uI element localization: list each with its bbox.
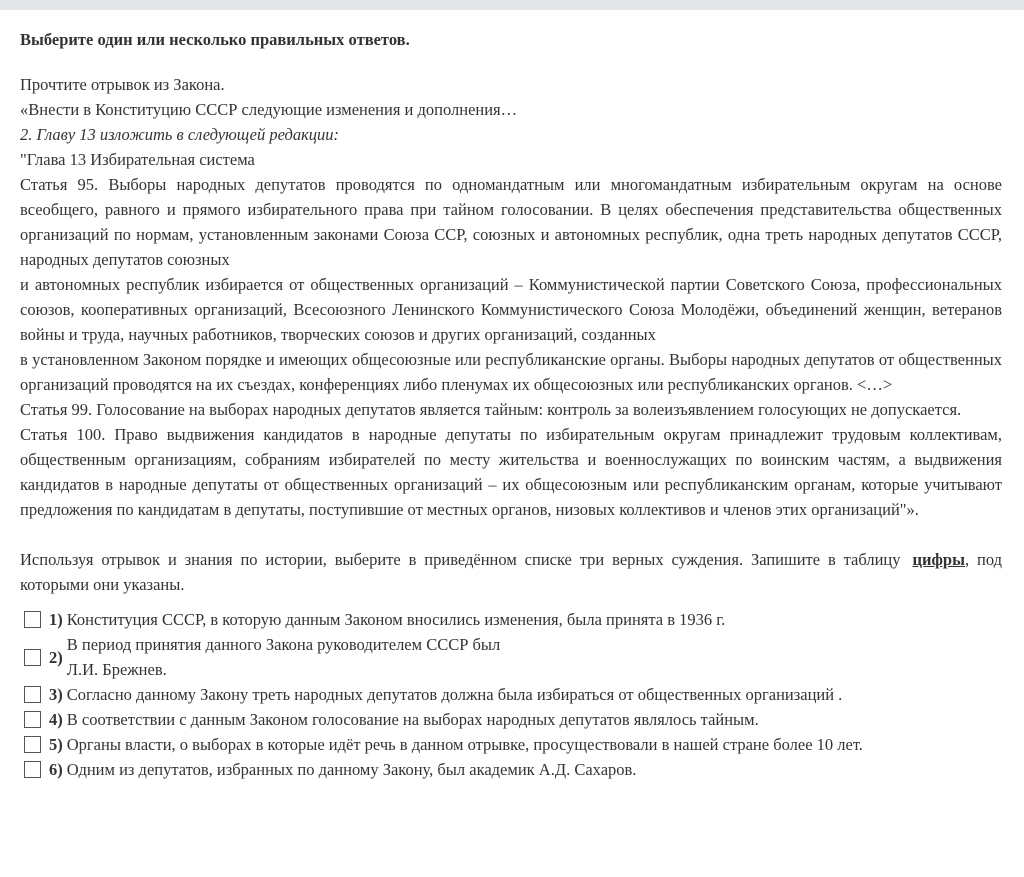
article-95-part3: в установленном Законом порядке и имеющих общесоюзные или республиканские органы. Выборы народных депутатов от общественных организаций проводятся на их съездах, конференциях либо пленумах их общесоюзных или республиканских органов. <…> (20, 350, 1002, 394)
top-bar (0, 0, 1024, 10)
option-text-line2: Л.И. Брежнев. (66, 660, 167, 679)
option-number: 5) (49, 735, 63, 754)
option-text: Конституция СССР, в которую данным Законом вносились изменения, была принята в 1936 г. (66, 610, 726, 629)
option-text-line1: В период принятия данного Закона руководителем СССР был (66, 635, 501, 654)
checkbox[interactable] (24, 686, 41, 703)
passage-chapter: "Глава 13 Избирательная система (20, 150, 255, 169)
checkbox[interactable] (24, 649, 41, 666)
option-number: 1) (49, 610, 63, 629)
option-text (67, 632, 500, 682)
option-5[interactable] (20, 732, 1002, 757)
option-4[interactable] (20, 707, 1002, 732)
passage-italic-line: 2. Главу 13 изложить в следующей редакции: (20, 125, 340, 144)
checkbox[interactable] (24, 761, 41, 778)
article-99: Статья 99. Голосование на выборах народных депутатов является тайным: контроль за волеизъявлением голосующих не допускается. (20, 400, 962, 419)
article-95-part2: и автономных республик избирается от общественных организаций – Коммунистической партии Советского Союза, профессиональных союзов, кооперативных организаций, Всесоюзного Ленинского Коммунистического Союза Молодёжи, объединений женщин, ветеранов войны и труда, научных работников, творческих союзов и других организаций, созданных (20, 275, 1002, 344)
option-number: 2) (49, 647, 63, 667)
option-3[interactable] (20, 682, 1002, 707)
task-emphasis: цифры (912, 550, 965, 569)
option-number: 6) (49, 760, 63, 779)
article-100: Статья 100. Право выдвижения кандидатов в народные депутаты по избирательным округам принадлежит трудовым коллективам, общественным организациям, собраниям избирателей по месту жительства и военнослужащих по воинским частям, а выдвижения кандидатов в народные депутаты от общественных организаций – их общесоюзным или республиканским органам, которые учитывают предложения по кандидатам в депутаты, поступившие от местных органов, низовых коллективов и членов этих организаций"». (20, 425, 1002, 519)
checkbox[interactable] (24, 711, 41, 728)
passage (20, 72, 1002, 522)
option-number: 3) (49, 685, 63, 704)
option-6[interactable] (20, 757, 1002, 782)
option-text: Органы власти, о выборах в которые идёт речь в данном отрывке, просуществовали в нашей стране более 10 лет. (66, 735, 863, 754)
option-text: Согласно данному Закону треть народных депутатов должна была избираться от общественных организаций . (66, 685, 843, 704)
passage-intro: Прочтите отрывок из Закона. (20, 75, 225, 94)
question-content (0, 10, 1024, 782)
option-text: Одним из депутатов, избранных по данному Закону, был академик А.Д. Сахаров. (66, 760, 637, 779)
instruction: Выберите один или несколько правильных ответов. (20, 30, 410, 49)
checkbox[interactable] (24, 611, 41, 628)
options-list (20, 607, 1002, 782)
task-text (20, 547, 1002, 597)
task-main: Используя отрывок и знания по истории, выберите в приведённом списке три верных суждения. Запишите в таблицу (20, 550, 901, 569)
passage-quote-start: «Внести в Конституцию СССР следующие изменения и дополнения… (20, 100, 518, 119)
article-95-part1: Статья 95. Выборы народных депутатов проводятся по одномандатным или многомандатным избирательным округам на основе всеобщего, равного и прямого избирательного права при тайном голосовании. В целях обеспечения представительства общественных организаций по нормам, установленным законами Союза ССР, союзных и автономных республик, одна треть народных депутатов СССР, народных депутатов союзных (20, 175, 1002, 269)
checkbox[interactable] (24, 736, 41, 753)
option-1[interactable] (20, 607, 1002, 632)
option-text: В соответствии с данным Законом голосование на выборах народных депутатов являлось тайным. (66, 710, 759, 729)
option-2[interactable] (20, 632, 1002, 682)
option-number: 4) (49, 710, 63, 729)
task-after: , под которыми они указаны. (20, 550, 1003, 594)
